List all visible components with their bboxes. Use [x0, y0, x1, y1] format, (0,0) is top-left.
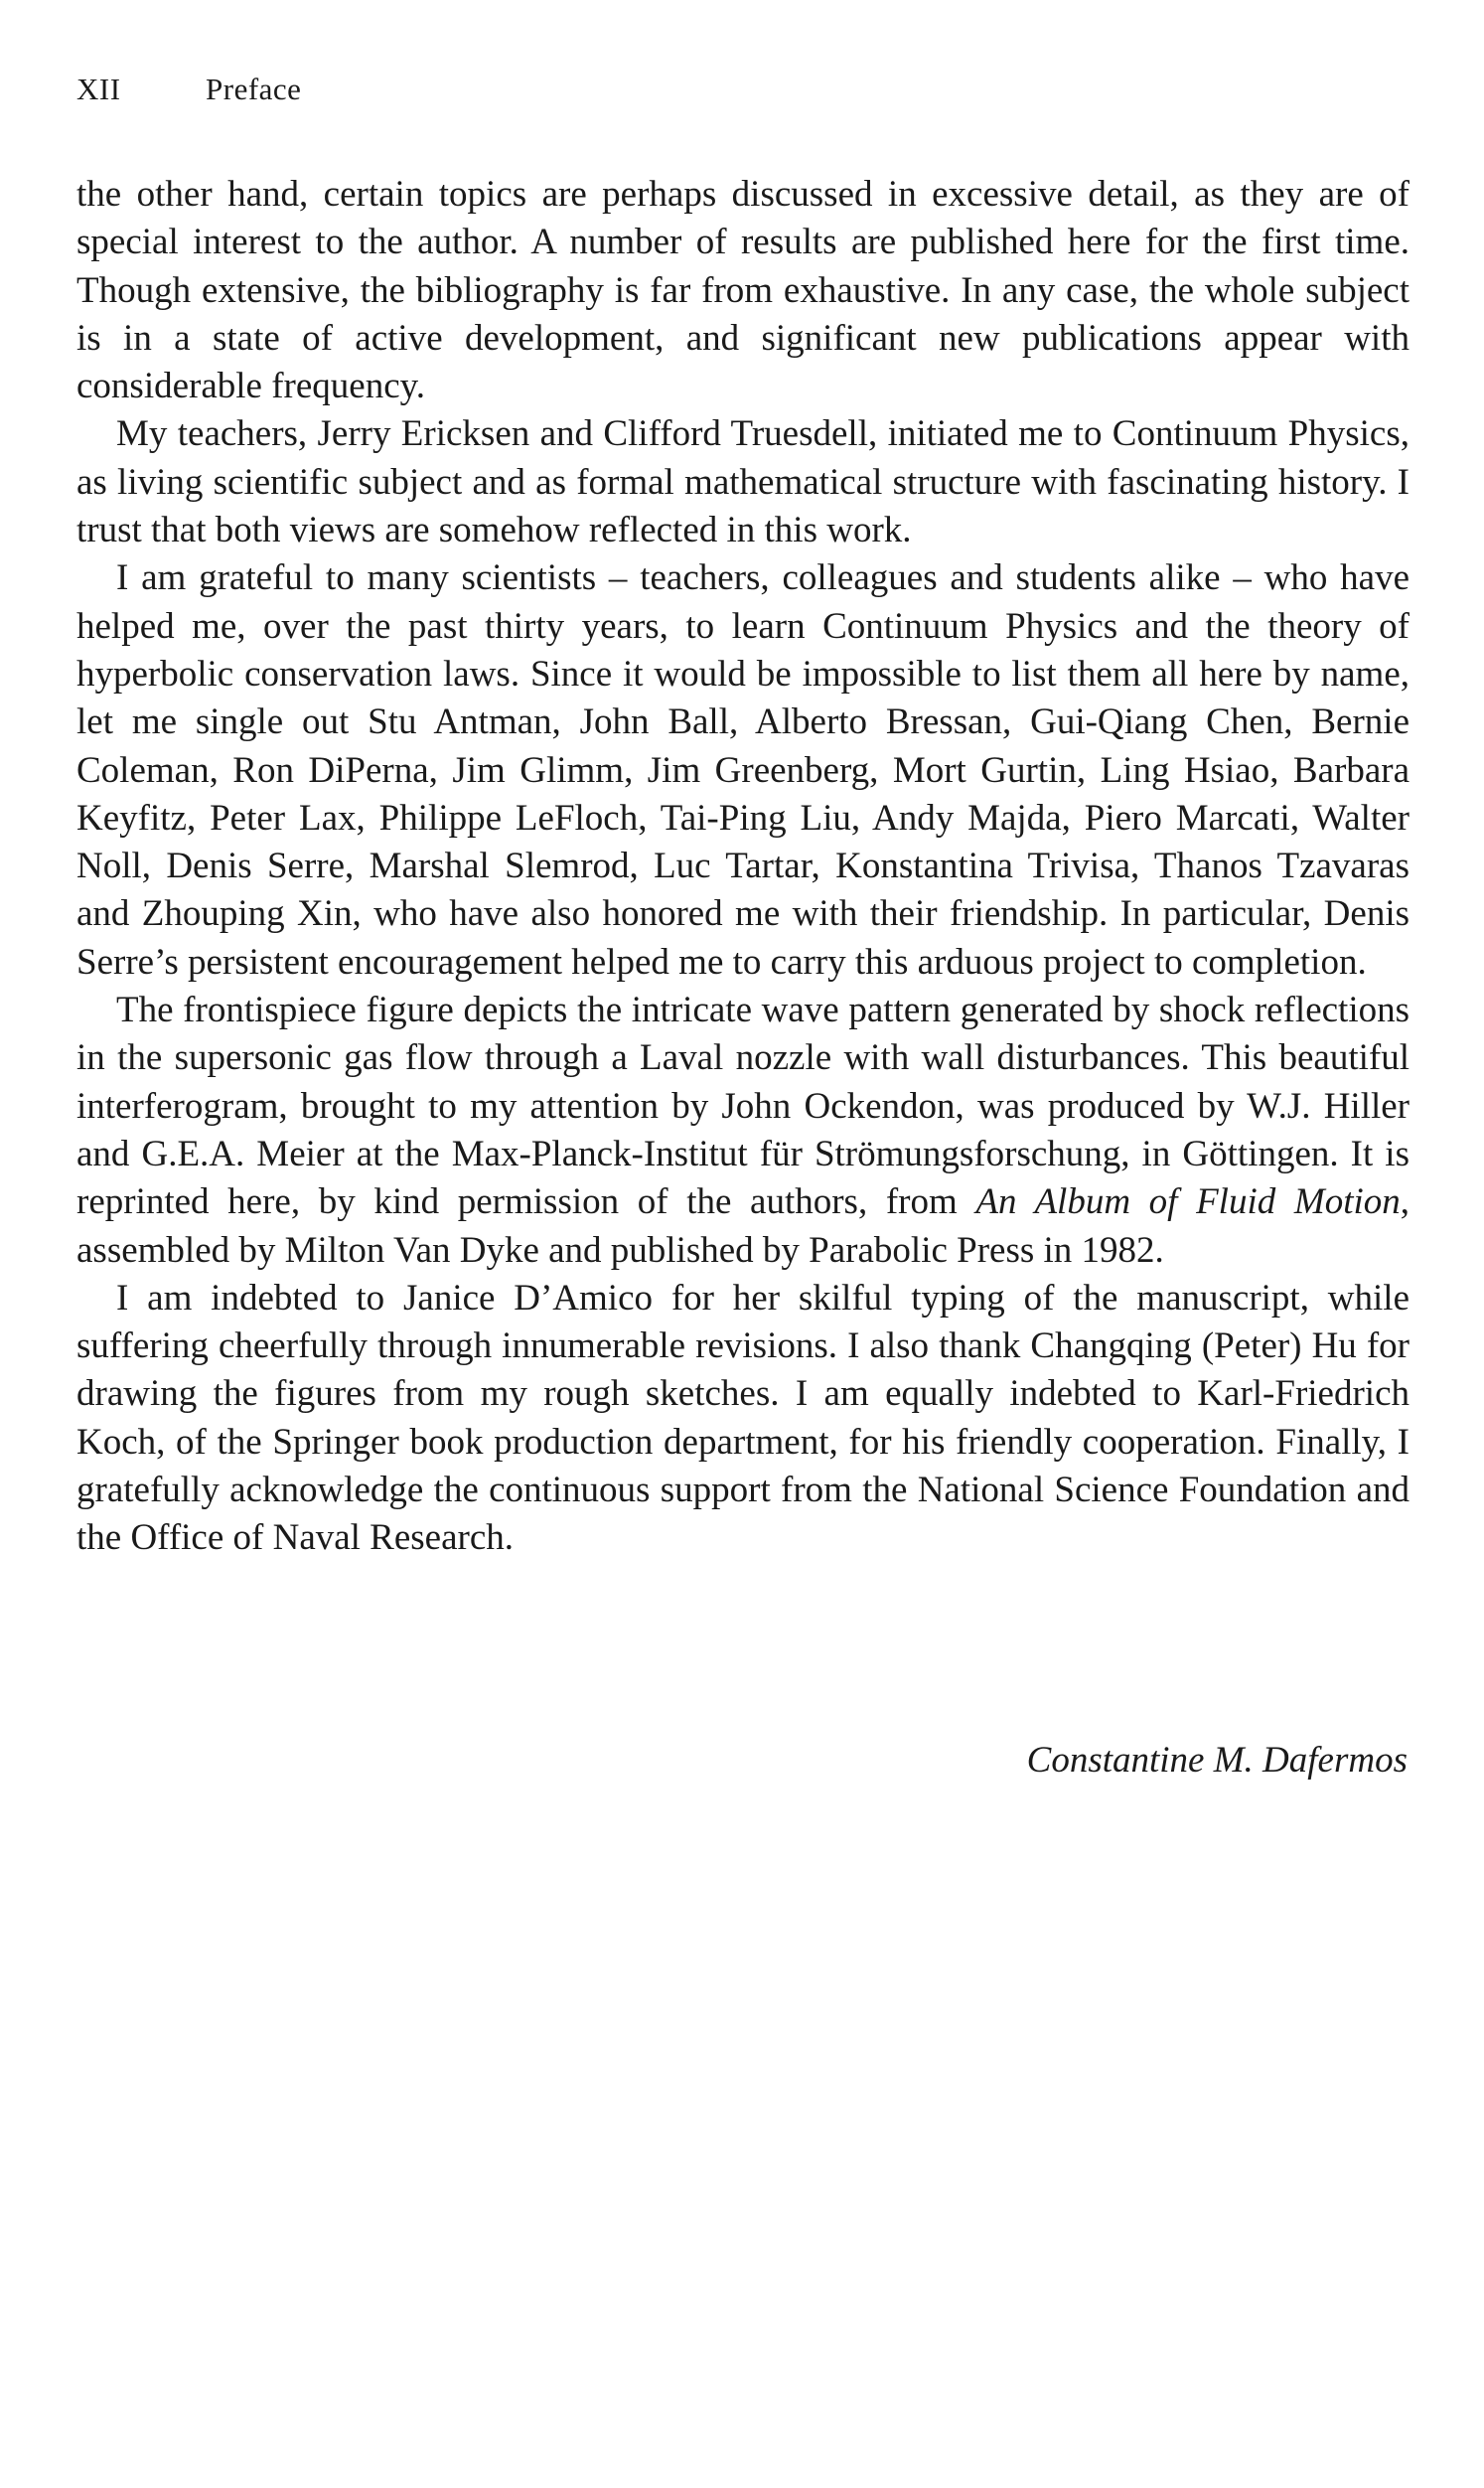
- author-signature: Constantine M. Dafermos: [1026, 1740, 1408, 1781]
- preface-body: [76, 171, 1410, 1563]
- frontispiece-text-after: , assembled by Milton Van Dyke and published by Parabolic Press in 1982.: [76, 1181, 1410, 1271]
- book-title-citation: An Album of Fluid Motion: [975, 1181, 1401, 1223]
- paragraph-acknowledgements: I am grateful to many scientists – teachers, colleagues and students alike – who have helped me, over the past thirty years, to learn Continuum Physics and the theory of hyperbolic conservation laws. Since it would be impossible to list them all here by name, let me single out Stu Antman, John Ball, Alberto Bressan, Gui-Qiang Chen, Bernie Coleman, Ron DiPerna, Jim Glimm, Jim Greenberg, Mort Gurtin, Ling Hsiao, Barbara Keyfitz, Peter Lax, Philippe LeFloch, Tai-Ping Liu, Andy Majda, Piero Marcati, Walter Noll, Denis Serre, Marshal Slemrod, Luc Tartar, Konstantina Trivisa, Thanos Tzavaras and Zhouping Xin, who have also honored me with their friendship. In particular, Denis Serre’s persistent encouragement helped me to carry this arduous project to completion.: [76, 557, 1410, 983]
- frontispiece-text-before: The frontispiece figure depicts the intricate wave pattern generated by shock reflections in the supersonic gas flow through a Laval nozzle with wall disturbances. This beautiful interferogram, brought to my attention by John Ockendon, was produced by W.J. Hiller and G.E.A. Meier at the Max-Planck-Institut für Strömungsforschung, in Göttingen. It is reprinted here, by kind permission of the authors, from: [76, 990, 1410, 1223]
- page-number: XII: [76, 72, 121, 106]
- paragraph-production-thanks: I am indebted to Janice D’Amico for her skilful typing of the manuscript, while suffering cheerfully through innumerable revisions. I also thank Changqing (Peter) Hu for drawing the figures from my rough sketches. I am equally indebted to Karl-Friedrich Koch, of the Springer book production department, for his friendly cooperation. Finally, I gratefully acknowledge the continuous support from the National Science Foundation and the Office of Naval Research.: [76, 1277, 1410, 1559]
- paragraph-continuation: the other hand, certain topics are perhaps discussed in excessive detail, as they are of special interest to the author. A number of results are published here for the first time. Though extensive, the bibliography is far from exhaustive. In any case, the whole subject is in a state of active development, and significant new publications appear with considerable frequency.: [76, 174, 1410, 407]
- paragraph-teachers: My teachers, Jerry Ericksen and Clifford Truesdell, initiated me to Continuum Physics, as living scientific subject and as formal mathematical structure with fascinating history. I trust that both views are somehow reflected in this work.: [76, 413, 1410, 551]
- running-head: [76, 72, 301, 107]
- paragraph-frontispiece: [76, 987, 1410, 1275]
- section-title: Preface: [206, 72, 302, 106]
